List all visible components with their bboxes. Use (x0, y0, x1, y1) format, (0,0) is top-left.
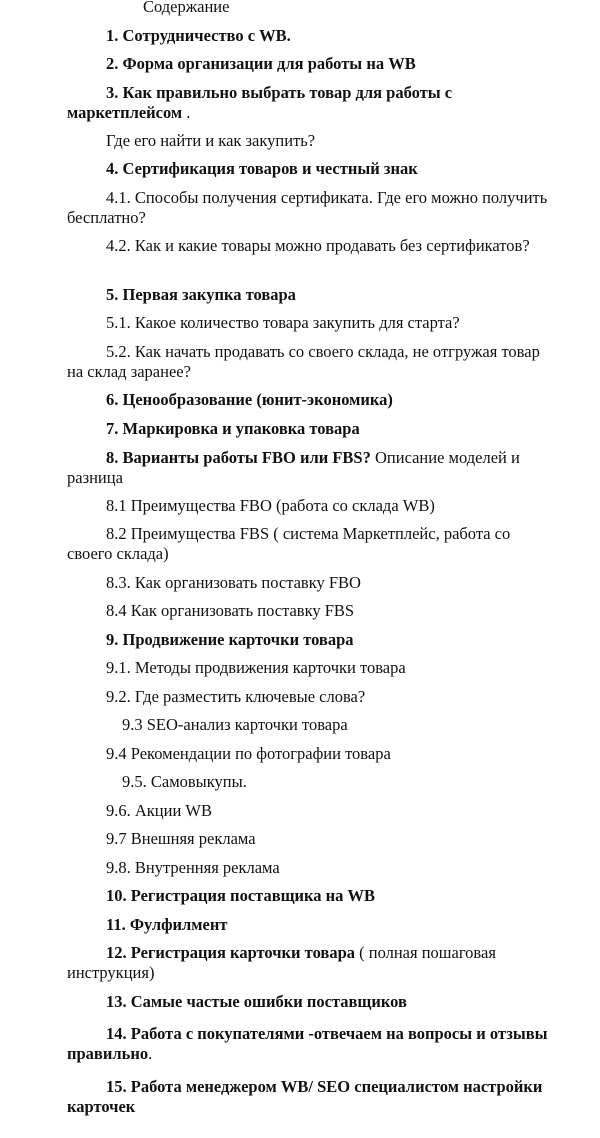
toc-entry-text: 9.3 SEO-анализ карточки товара (122, 715, 348, 734)
toc-entry-5-1 (67, 313, 557, 333)
toc-entry-text: 9.1. Методы продвижения карточки товара (106, 658, 406, 677)
toc-entry-13 (67, 992, 557, 1012)
toc-entry-5-2 (67, 342, 557, 382)
toc-entry-1 (67, 26, 557, 46)
toc-entry-9-1 (67, 658, 557, 678)
toc-entry-text: Где его найти и как закупить? (106, 131, 316, 150)
toc-entry-heading: 10. Регистрация поставщика на WB (106, 886, 376, 905)
toc-entry-6 (67, 390, 557, 410)
toc-entry-4 (67, 159, 557, 179)
toc-entry-heading: 3. Как правильно выбрать товар для работы с маркетплейсом (67, 83, 453, 122)
toc-entry-text: 5.1. Какое количество товара закупить для старта? (106, 313, 460, 332)
toc-entry-heading: 5. Первая закупка товара (106, 285, 296, 304)
toc-entry-text: . (148, 1044, 153, 1063)
toc-entry-heading: 7. Маркировка и упаковка товара (106, 419, 360, 438)
toc-entry-heading: 11. Фулфилмент (106, 915, 228, 934)
toc-entry-text: 8.2 Преимущества FBS ( система Маркетплейс, работа со своего склада) (67, 524, 511, 563)
toc-entry-9 (67, 630, 557, 650)
toc-entry-text: 8.4 Как организовать поставку FBS (106, 601, 355, 620)
toc-entry-text: 9.5. Самовыкупы. (122, 772, 247, 791)
toc-entry-9-5 (67, 772, 557, 792)
toc-entry-text: Описание моделей и разница (67, 448, 520, 487)
toc-entry-11 (67, 915, 557, 935)
toc-entry-text: 8.3. Как организовать поставку FBO (106, 573, 361, 592)
toc-entry-2 (67, 54, 557, 74)
toc-entry-14 (67, 1024, 557, 1064)
toc-entry-9-7 (67, 829, 557, 849)
toc-entry-4-2 (67, 236, 557, 256)
toc-entry-heading: 12. Регистрация карточки товара (106, 943, 355, 962)
toc-entry-text: 8.1 Преимущества FBO (работа со склада WB) (106, 496, 435, 515)
toc-entry-4-1 (67, 188, 557, 228)
toc-entry-text: ( полная пошаговая инструкция) (67, 943, 496, 982)
toc-entry-8-3 (67, 573, 557, 593)
toc-entry-9-2 (67, 687, 557, 707)
toc-entry-heading: 4. Сертификация товаров и честный знак (106, 159, 418, 178)
toc-entry-10 (67, 886, 557, 906)
toc-entry-heading: 6. Ценообразование (юнит-экономика) (106, 390, 393, 409)
toc-entry-12 (67, 943, 557, 983)
toc-entry-9-3 (67, 715, 557, 735)
toc-entry-text: 9.2. Где разместить ключевые слова? (106, 687, 366, 706)
toc-entry-8-1 (67, 496, 557, 516)
toc-title: Содержание (143, 0, 230, 16)
toc-entry-text: 9.4 Рекомендации по фотографии товара (106, 744, 391, 763)
toc-entry-9-8 (67, 858, 557, 878)
toc-entry-8-2 (67, 524, 557, 564)
toc-entry-text: 4.1. Способы получения сертификата. Где его можно получить бесплатно? (67, 188, 548, 227)
toc-entry-heading: 13. Самые частые ошибки поставщиков (106, 992, 407, 1011)
toc-entry-text: 9.8. Внутренняя реклама (106, 858, 280, 877)
toc-entry-text: . (182, 103, 191, 122)
toc-entry-5 (67, 285, 557, 305)
toc-entry-3 (67, 83, 557, 123)
toc-entry-15 (67, 1077, 557, 1117)
toc-entry-8-4 (67, 601, 557, 621)
toc-entry-9-4 (67, 744, 557, 764)
toc-entry-text: 4.2. Как и какие товары можно продавать без сертификатов? (106, 236, 530, 255)
toc-entry-heading: 15. Работа менеджером WB/ SEO специалистом настройки карточек (67, 1077, 543, 1116)
toc-entry-9-6 (67, 801, 557, 821)
toc-entry-heading: 8. Варианты работы FBO или FBS? (106, 448, 371, 467)
toc-entry-7 (67, 419, 557, 439)
toc-entry-text: 9.6. Акции WB (106, 801, 213, 820)
toc-entry-heading: 9. Продвижение карточки товара (106, 630, 354, 649)
toc-entry-heading: 2. Форма организации для работы на WB (106, 54, 416, 73)
toc-entry-heading: 1. Сотрудничество с WB. (106, 26, 291, 45)
toc-entry-3-sub (67, 131, 557, 151)
toc-entry-text: 5.2. Как начать продавать со своего склада, не отгружая товар на склад заранее? (67, 342, 540, 381)
toc-entry-heading: 14. Работа с покупателями -отвечаем на вопросы и отзывы правильно (67, 1024, 548, 1063)
toc-entry-text: 9.7 Внешняя реклама (106, 829, 256, 848)
toc-entry-8 (67, 448, 557, 488)
